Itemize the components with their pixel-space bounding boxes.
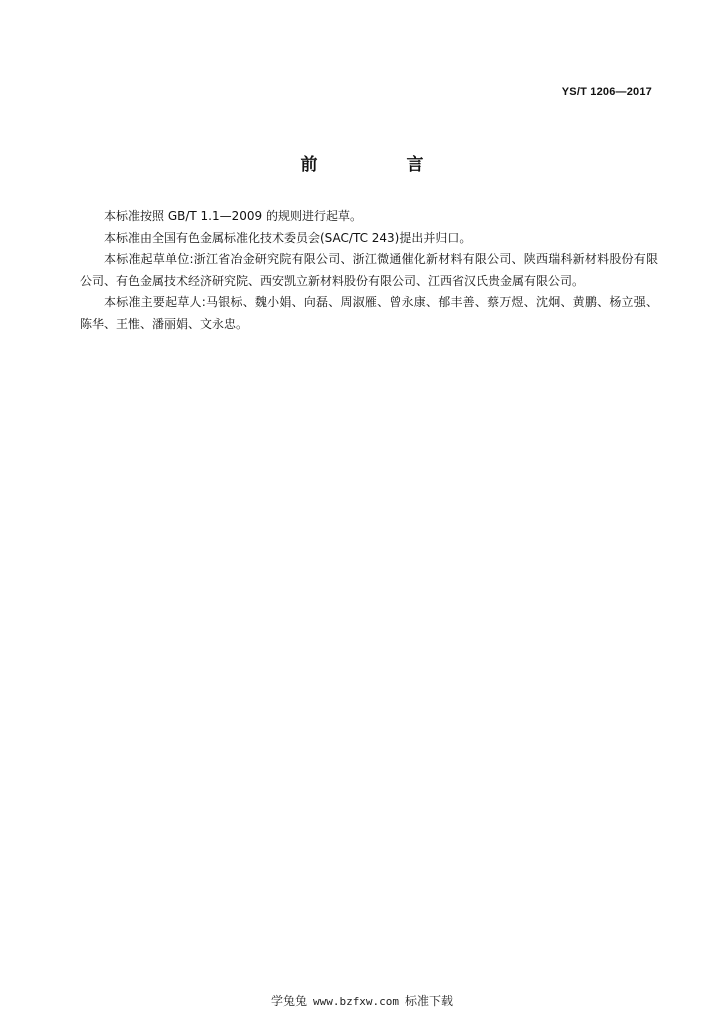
standard-code: YS/T 1206—2017 <box>561 86 652 98</box>
paragraph-drafters: 本标准主要起草人:马银标、魏小娟、向磊、周淑雁、曾永康、郁丰善、蔡万煜、沈炯、黄鹏、杨立强、陈华、王惟、潘丽娟、文永忠。 <box>80 295 658 331</box>
footer-url-link[interactable]: www.bzfxw.com <box>312 995 400 1008</box>
paragraph-proposer: 本标准由全国有色金属标准化技术委员会(SAC/TC 243)提出并归口。 <box>104 230 472 245</box>
section-heading: 前 言 <box>300 155 460 175</box>
foreword-body <box>80 206 658 336</box>
paragraph-drafting-units: 本标准起草单位:浙江省冶金研究院有限公司、浙江微通催化新材料有限公司、陕西瑞科新材料股份有限公司、有色金属技术经济研究院、西安凯立新材料股份有限公司、江西省汉氏贵金属有限公司。 <box>80 252 658 288</box>
footer-watermark <box>0 992 724 1009</box>
footer-download-text: 标准下载 <box>405 994 454 1008</box>
paragraph-drafting-rules: 本标准按照 GB/T 1.1—2009 的规则进行起草。 <box>104 209 362 223</box>
footer-site-name: 学兔兔 <box>270 994 307 1008</box>
